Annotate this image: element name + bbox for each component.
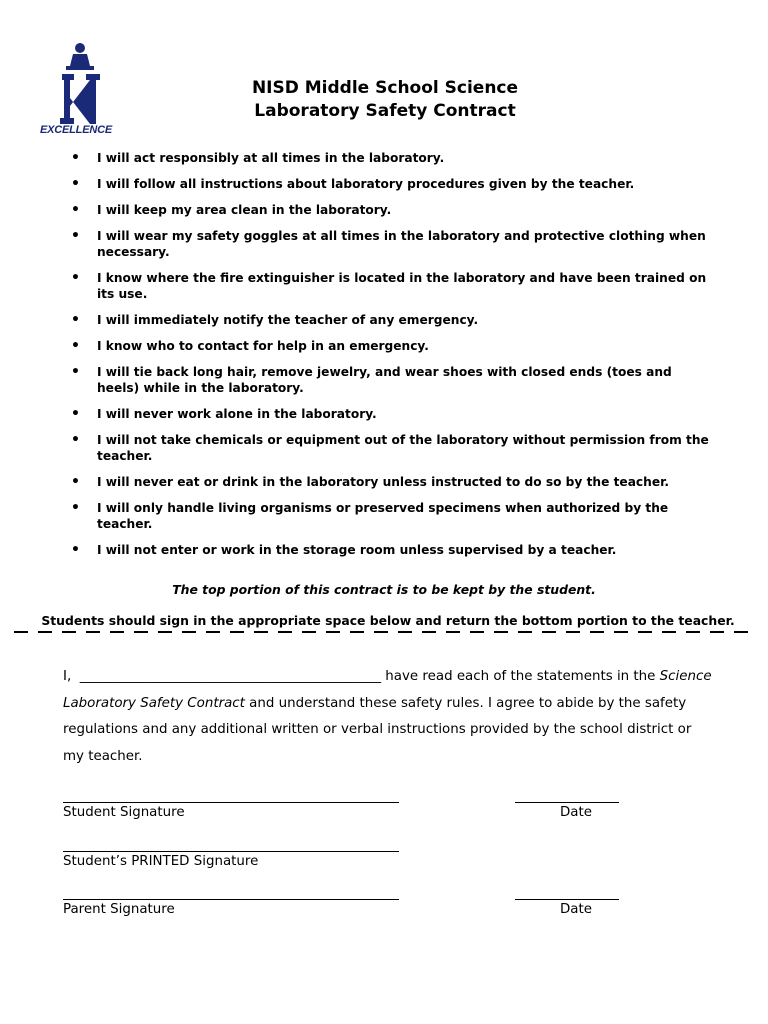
bullet-icon: • (71, 312, 80, 328)
parent-date-line (515, 899, 619, 900)
rule-item: • I will never eat or drink in the laboratory unless instructed to do so by the teacher. (71, 474, 669, 490)
student-date-line (515, 802, 619, 803)
excellence-n-logo-icon (40, 40, 120, 126)
rule-item: • I will keep my area clean in the laboratory. (71, 202, 392, 218)
rule-item: • I know who to contact for help in an emergency. (71, 338, 429, 354)
student-signature-line (63, 802, 399, 803)
printed-signature-line (63, 851, 399, 852)
student-signature-label: Student Signature (63, 805, 185, 820)
safety-rules-list (68, 150, 718, 568)
bullet-icon: • (71, 150, 80, 166)
parent-signature-line (63, 899, 399, 900)
rule-item: • I will act responsibly at all times in the laboratory. (71, 150, 445, 166)
bullet-icon: • (71, 338, 80, 354)
parent-date-label: Date (560, 902, 593, 917)
bullet-icon: • (71, 500, 80, 516)
bullet-icon: • (71, 432, 80, 448)
bullet-icon: • (71, 176, 80, 192)
rule-item: • I will only handle living organisms or preserved specimens when authorized by the teacher. (71, 500, 669, 531)
title-line-2: Laboratory Safety Contract (254, 101, 516, 121)
logo-wordmark: EXCELLENCE (40, 124, 112, 136)
parent-signature-label: Parent Signature (63, 902, 175, 917)
printed-signature-label: Student’s PRINTED Signature (63, 854, 259, 869)
rule-item: • I will follow all instructions about laboratory procedures given by the teacher. (71, 176, 635, 192)
agreement-statement: I, _____________________________________________ have read each of the statements in the Science Laboratory Safety Contract and understand these safety rules. I agree to abide by the safety regulations and any additional written or verbal instructions provided by the school district or my teacher. (63, 669, 712, 764)
student-date-label: Date (560, 805, 593, 820)
bullet-icon: • (71, 364, 80, 380)
bullet-icon: • (71, 270, 80, 286)
name-blank: _____________________________________________ (79, 669, 382, 684)
nisd-logo (40, 40, 120, 138)
keep-portion-note: The top portion of this contract is to be kept by the student. (172, 582, 596, 597)
bullet-icon: • (71, 202, 80, 218)
bullet-icon: • (71, 542, 80, 558)
rule-item: • I will not take chemicals or equipment out of the laboratory without permission from the teacher. (71, 432, 709, 463)
rule-item: • I will not enter or work in the storage room unless supervised by a teacher. (71, 542, 617, 558)
page-title (150, 77, 620, 123)
title-line-1: NISD Middle School Science (251, 78, 519, 98)
contract-name: Science Laboratory Safety Contract (63, 669, 712, 711)
rule-item: • I know where the fire extinguisher is located in the laboratory and have been trained on its use. (71, 270, 707, 301)
rule-item: • I will wear my safety goggles at all times in the laboratory and protective clothing when necessary. (71, 228, 706, 259)
rule-item: • I will never work alone in the laboratory. (71, 406, 377, 422)
bullet-icon: • (71, 228, 80, 244)
return-portion-note: Students should sign in the appropriate space below and return the bottom portion to the teacher. (41, 613, 735, 628)
bullet-icon: • (71, 406, 80, 422)
bullet-icon: • (71, 474, 80, 490)
rule-item: • I will immediately notify the teacher of any emergency. (71, 312, 479, 328)
rule-item: • I will tie back long hair, remove jewelry, and wear shoes with closed ends (toes and heels) while in the laboratory. (71, 364, 672, 395)
cut-line-divider (14, 628, 756, 636)
